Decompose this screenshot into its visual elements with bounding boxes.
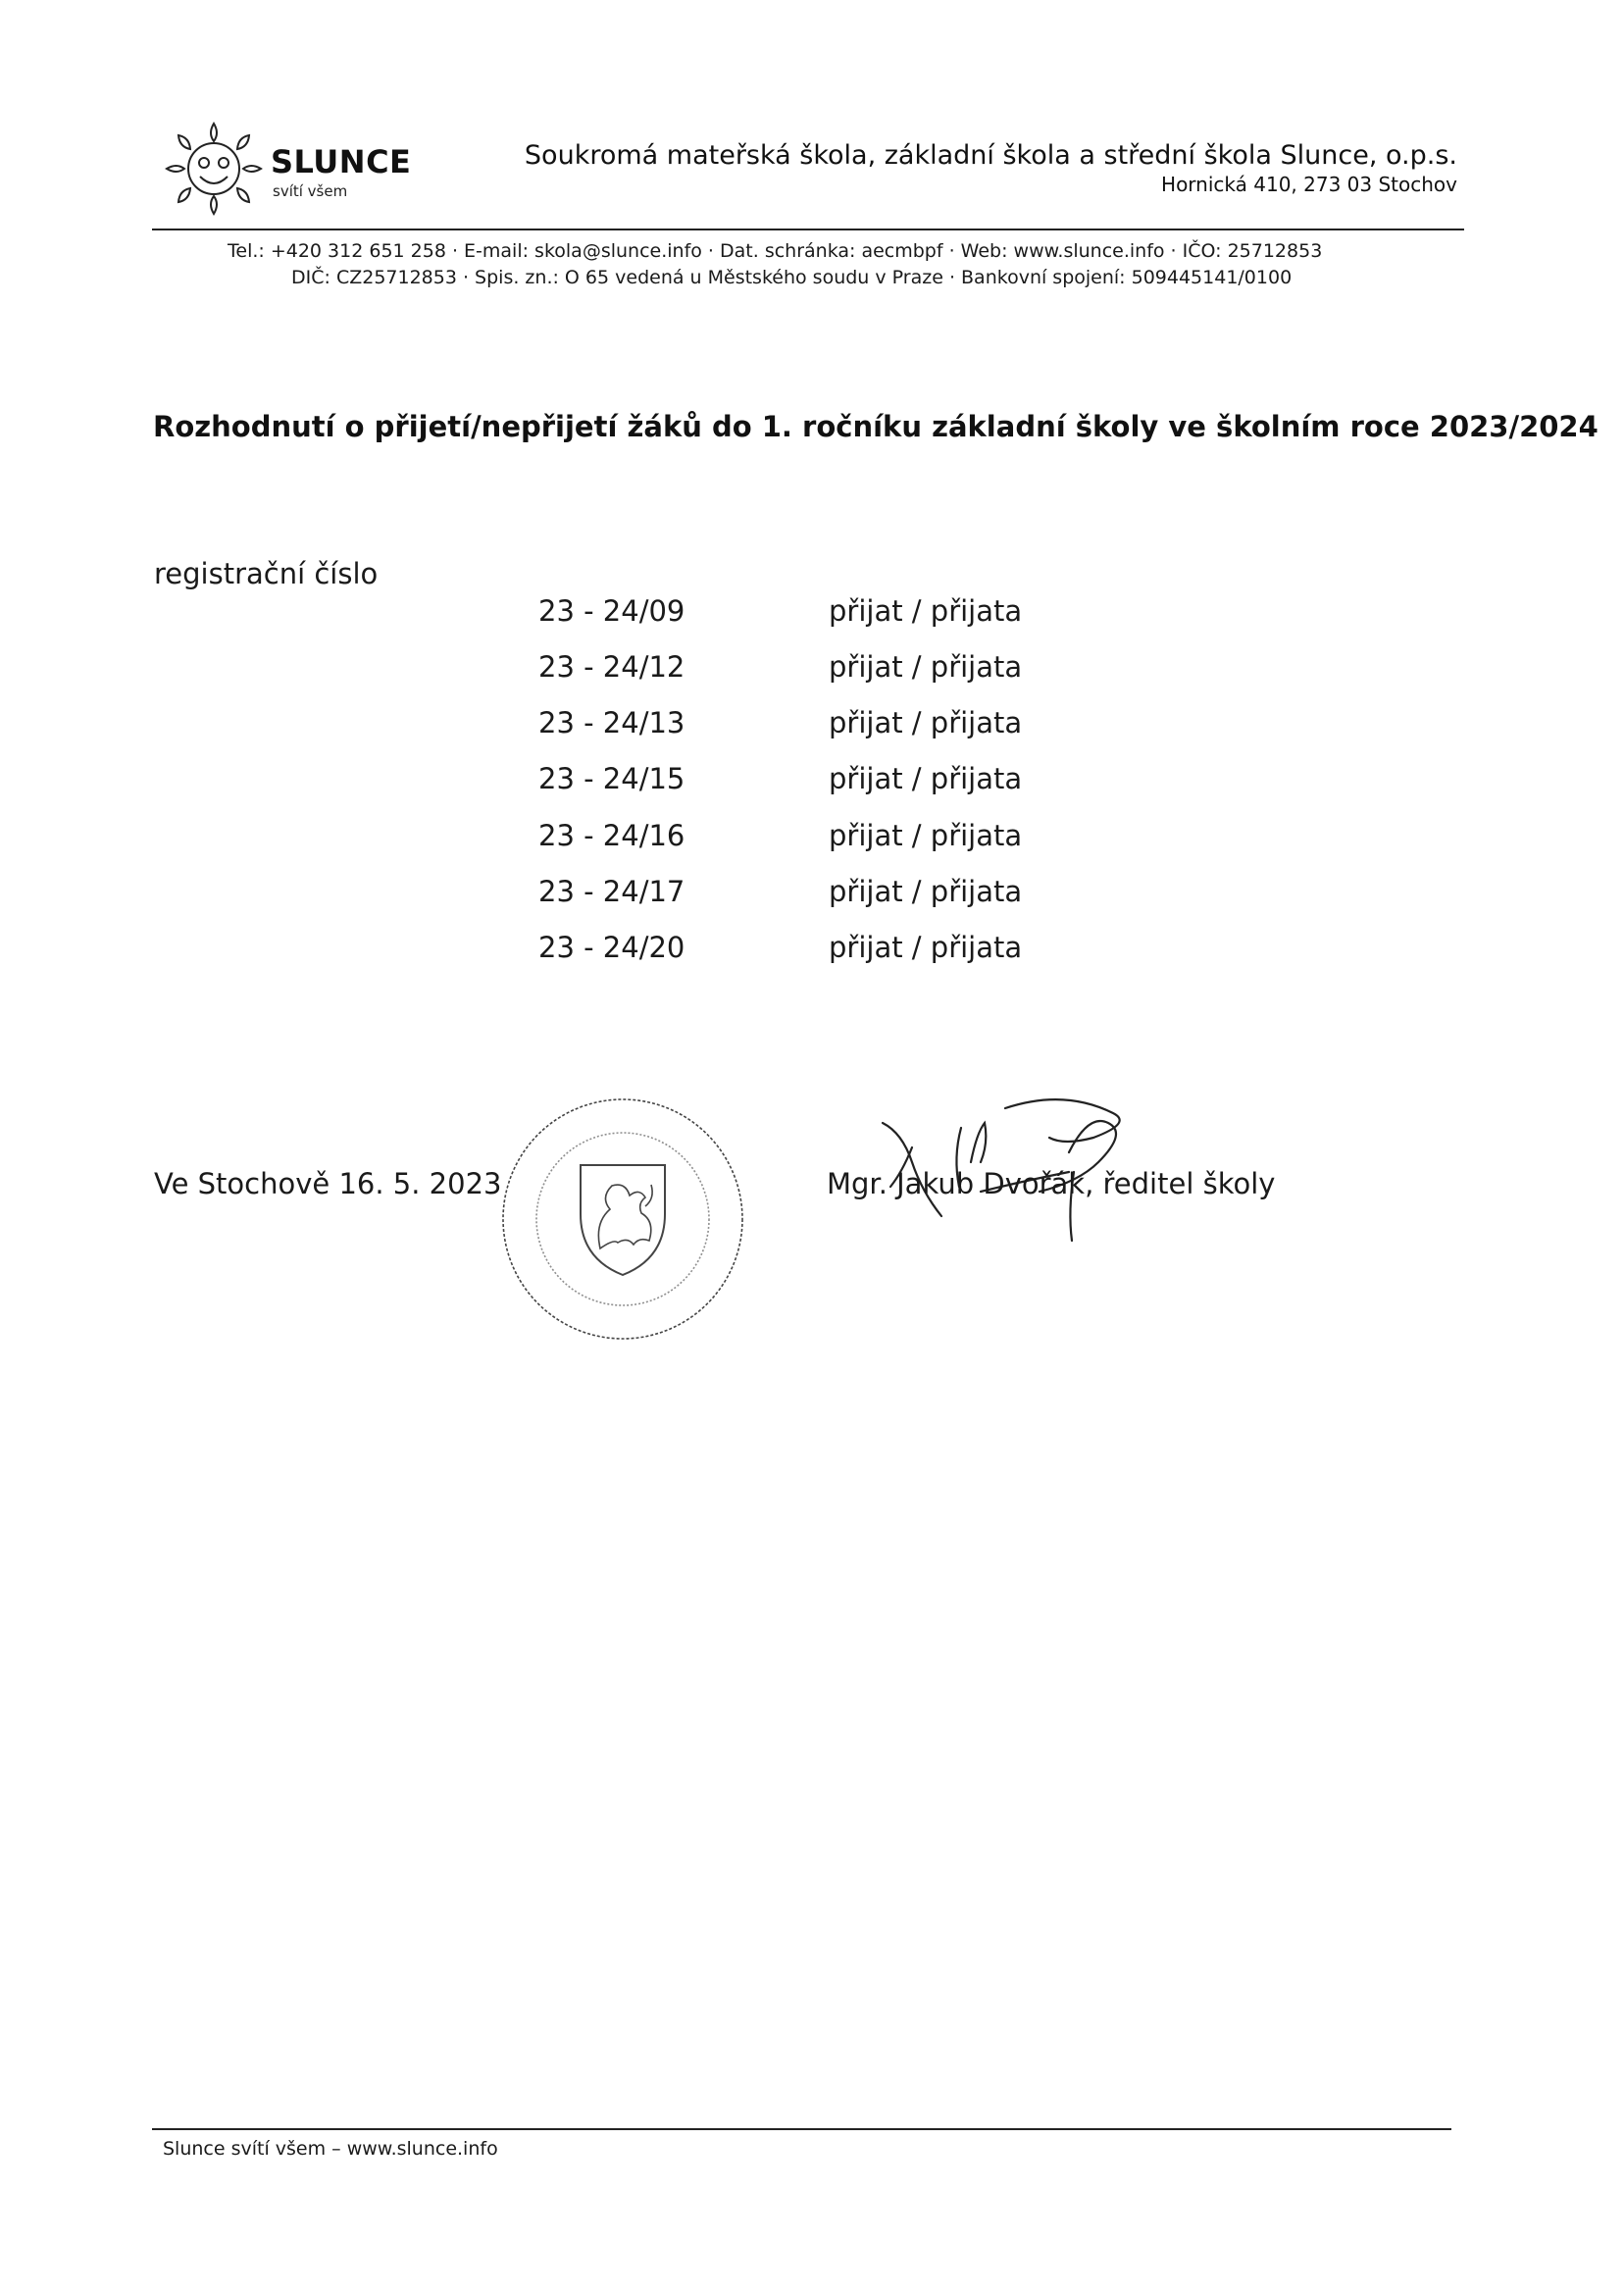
signer-name: Mgr. Jakub Dvořák, ředitel školy — [827, 1167, 1276, 1200]
register-number: 23 - 24/20 — [538, 931, 685, 964]
register-row — [0, 875, 1624, 924]
register-number: 23 - 24/13 — [538, 706, 685, 739]
register-status: přijat / přijata — [829, 819, 1023, 852]
official-stamp — [490, 1087, 755, 1351]
footer-text: Slunce svítí všem – www.slunce.info — [163, 2138, 498, 2160]
register-row — [0, 931, 1624, 980]
contact-line-1: Tel.: +420 312 651 258 · E-mail: skola@slunce.info · Dat. schránka: aecmbpf · Web: www.slunce.info · IČO: 25712853 — [228, 240, 1323, 262]
header-divider — [152, 229, 1464, 230]
register-number: 23 - 24/09 — [538, 594, 685, 628]
register-status: přijat / přijata — [829, 762, 1023, 795]
contact-line-2: DIČ: CZ25712853 · Spis. zn.: O 65 vedená u Městského soudu v Praze · Bankovní spojení: 509445141/0100 — [291, 267, 1293, 288]
document-title: Rozhodnutí o přijetí/nepřijetí žáků do 1. ročníku základní školy ve školním roce 2023/2024 — [153, 410, 1599, 443]
logo-tagline: svítí všem — [273, 182, 348, 200]
register-label: registrační číslo — [154, 557, 379, 590]
register-row — [0, 819, 1624, 868]
place-and-date: Ve Stochově 16. 5. 2023 — [154, 1167, 502, 1200]
register-row — [0, 762, 1624, 811]
school-address: Hornická 410, 273 03 Stochov — [1161, 173, 1457, 196]
register-status: přijat / přijata — [829, 650, 1023, 684]
register-number: 23 - 24/15 — [538, 762, 685, 795]
sun-face-icon — [155, 118, 273, 221]
register-status: přijat / přijata — [829, 875, 1023, 908]
register-row — [0, 706, 1624, 755]
register-number: 23 - 24/16 — [538, 819, 685, 852]
register-row — [0, 594, 1624, 643]
footer-divider — [152, 2128, 1451, 2130]
register-status: přijat / přijata — [829, 931, 1023, 964]
register-status: přijat / přijata — [829, 594, 1023, 628]
register-number: 23 - 24/17 — [538, 875, 685, 908]
register-status: přijat / přijata — [829, 706, 1023, 739]
register-number: 23 - 24/12 — [538, 650, 685, 684]
logo-name: SLUNCE — [271, 143, 412, 180]
register-row — [0, 650, 1624, 699]
school-name: Soukromá mateřská škola, základní škola a střední škola Slunce, o.p.s. — [524, 140, 1457, 171]
